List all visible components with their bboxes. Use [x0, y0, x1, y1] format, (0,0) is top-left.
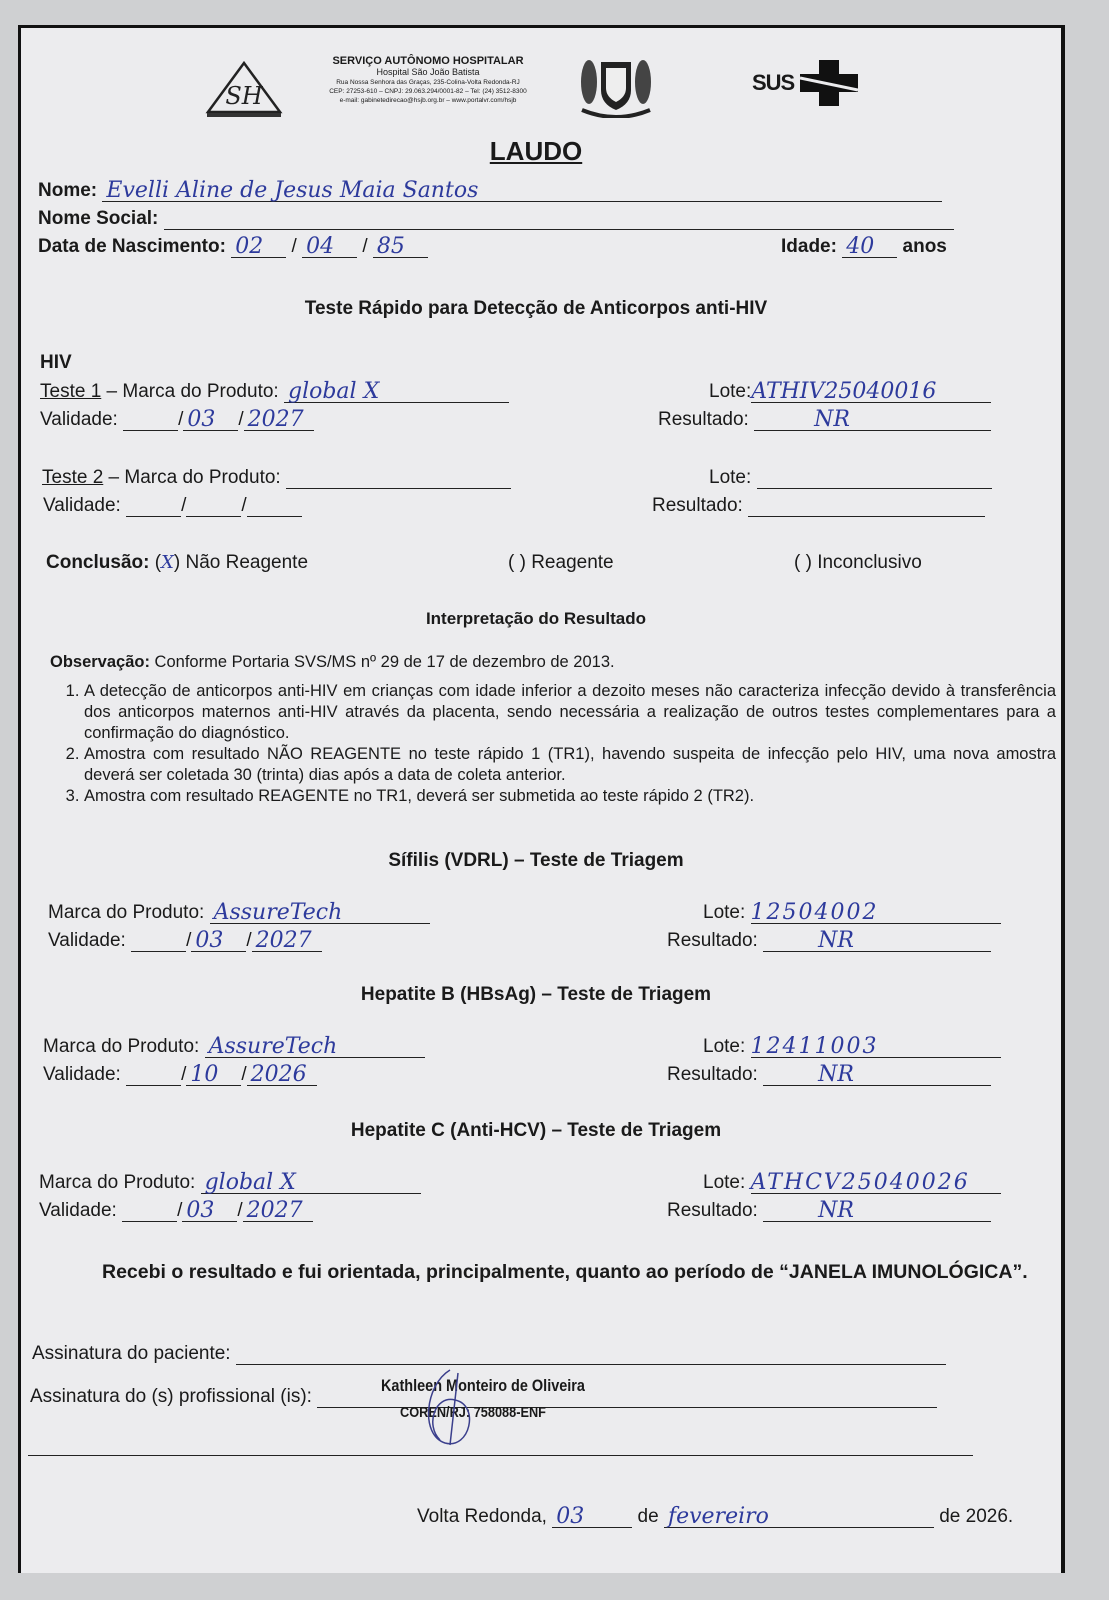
validity-month: 03 — [195, 928, 224, 953]
hospital-logo-icon — [205, 60, 283, 118]
option-nao-reagente: ) Não Reagente — [173, 552, 309, 573]
date-year: de 2026. — [939, 1506, 1014, 1527]
list-item: 2. Amostra com resultado NÃO REAGENTE no teste rápido 1 (TR1), havendo suspeita de infecção pelo HIV, uma nova amostra deverá ser coletada 30 (trinta) dias após a data de coleta anterior. — [84, 744, 1056, 786]
dob-month: 04 — [306, 234, 335, 259]
product-result: NR — [818, 1198, 854, 1223]
validade-label: Validade: — [43, 495, 121, 516]
professional-signature-label: Assinatura do (s) profissional (is): — [30, 1386, 312, 1407]
svg-text:SH: SH — [225, 82, 263, 110]
validade-label: Validade: — [40, 409, 118, 430]
age-value: 40 — [846, 234, 875, 259]
option-inconclusivo: ( ) Inconclusivo — [794, 552, 922, 573]
social-name-label: Nome Social: — [38, 208, 159, 229]
city: Volta Redonda, — [417, 1506, 547, 1527]
brand-label: Marca do Produto: — [48, 902, 205, 923]
validity-year: 2027 — [246, 1198, 303, 1223]
date-month: fevereiro — [667, 1504, 769, 1529]
obs-label: Observação: — [50, 653, 150, 671]
name-label: Nome: — [38, 180, 98, 201]
product-result: NR — [818, 928, 854, 953]
conclusion-label: Conclusão: — [46, 552, 150, 573]
lote-label: Lote: — [703, 902, 746, 923]
obs-text: Conforme Portaria SVS/MS nº 29 de 17 de dezembro de 2013. — [149, 653, 615, 671]
test1-val-year: 2027 — [247, 407, 304, 432]
test1-lote: ATHIV25040016 — [751, 379, 937, 404]
sus-cross-icon — [800, 60, 858, 106]
section-title: Hepatite C (Anti-HCV) – Teste de Triagem — [350, 1120, 722, 1141]
hospital-header — [283, 56, 573, 105]
test2-lote-field — [757, 468, 992, 489]
patient-name: Evelli Aline de Jesus Maia Santos — [106, 178, 479, 203]
document-title: LAUDO — [489, 136, 583, 166]
resultado-label: Resultado: — [652, 495, 743, 516]
test2-label: Teste 2 — [42, 467, 104, 488]
resultado-label: Resultado: — [667, 930, 758, 951]
brand-label: – Marca do Produto: — [103, 467, 281, 488]
product-lote: 12411003 — [750, 1034, 879, 1059]
section-title: Hepatite B (HBsAg) – Teste de Triagem — [360, 984, 712, 1005]
test1-val-month: 03 — [187, 407, 216, 432]
test2-brand-field — [286, 468, 511, 489]
lote-label: Lote: — [703, 1036, 746, 1057]
product-brand: global X — [204, 1170, 296, 1195]
signature-scribble-icon — [410, 1365, 490, 1450]
date-day: 03 — [556, 1504, 585, 1529]
validity-year: 2027 — [255, 928, 312, 953]
test1-brand: global X — [287, 379, 380, 404]
de-label: de — [637, 1506, 659, 1527]
checkbox-nao-reagente: X — [161, 552, 174, 573]
email: e-mail: gabinetedirecao@hsjb.org.br – www.portalvr.com/hsjb — [339, 97, 517, 104]
hiv-section-title: Teste Rápido para Detecção de Anticorpos anti-HIV — [304, 298, 768, 319]
coat-of-arms-icon — [577, 50, 655, 118]
stamp-coren: COREN/RJ: 758088-ENF — [400, 1404, 546, 1421]
acknowledgement-statement: Recebi o resultado e fui orientada, principalmente, quanto ao período de “JANELA IMUNOLÓGICA”. — [102, 1261, 1028, 1283]
age-unit: anos — [902, 236, 947, 257]
lote-label: Lote: — [709, 381, 752, 402]
social-name-field — [164, 209, 954, 230]
patient-signature-field — [236, 1344, 946, 1365]
sus-logo: SUS — [752, 70, 795, 95]
product-result: NR — [818, 1062, 854, 1087]
patient-signature-label: Assinatura do paciente: — [32, 1343, 231, 1364]
interpretation-list — [50, 681, 1056, 807]
option-reagente: ( ) Reagente — [508, 552, 614, 573]
hospital-name: Hospital São João Batista — [376, 67, 480, 77]
validity-month: 03 — [186, 1198, 215, 1223]
brand-label: Marca do Produto: — [43, 1036, 200, 1057]
product-brand: AssureTech — [213, 900, 343, 925]
lote-label: Lote: — [703, 1172, 746, 1193]
divider-line — [28, 1455, 973, 1456]
validade-label: Validade: — [39, 1200, 117, 1221]
interpretation-title: Interpretação do Resultado — [425, 609, 647, 628]
resultado-label: Resultado: — [667, 1200, 758, 1221]
lote-label: Lote: — [709, 467, 752, 488]
hiv-label: HIV — [40, 352, 72, 373]
product-lote: ATHCV25040026 — [750, 1170, 970, 1195]
test1-label: Teste 1 — [40, 381, 102, 402]
validity-year: 2026 — [250, 1062, 307, 1087]
contact: CEP: 27253-610 – CNPJ: 29.063.294/0001-82 – Tel: (24) 3512-8300 — [329, 88, 527, 95]
section-title: Sífilis (VDRL) – Teste de Triagem — [388, 850, 684, 871]
test1-result: NR — [814, 407, 850, 432]
list-item: 1. A detecção de anticorpos anti-HIV em crianças com idade inferior a dezoito meses não caracteriza infecção devido à transferência dos anticorpos maternos anti-HIV através da placenta, sendo necessária a realização de outros testes complementares para a confirmação do diagnóstico. — [84, 681, 1056, 744]
resultado-label: Resultado: — [658, 409, 749, 430]
brand-label: Marca do Produto: — [39, 1172, 196, 1193]
address: Rua Nossa Senhora das Graças, 235-Colina-Volta Redonda-RJ — [336, 79, 520, 86]
product-brand: AssureTech — [208, 1034, 338, 1059]
validade-label: Validade: — [48, 930, 126, 951]
org-name: SERVIÇO AUTÔNOMO HOSPITALAR — [332, 55, 524, 67]
dob-year: 85 — [376, 234, 405, 259]
resultado-label: Resultado: — [667, 1064, 758, 1085]
dob-day: 02 — [235, 234, 264, 259]
brand-label: – Marca do Produto: — [101, 381, 279, 402]
age-label: Idade: — [781, 236, 837, 257]
validity-month: 10 — [190, 1062, 219, 1087]
dob-label: Data de Nascimento: — [38, 236, 226, 257]
list-item: 3. Amostra com resultado REAGENTE no TR1, deverá ser submetida ao teste rápido 2 (TR2). — [84, 786, 1056, 807]
test2-result-field — [748, 496, 985, 517]
product-lote: 12504002 — [750, 900, 879, 925]
stamp-name: Kathleen Monteiro de Oliveira — [381, 1376, 585, 1395]
validade-label: Validade: — [43, 1064, 121, 1085]
